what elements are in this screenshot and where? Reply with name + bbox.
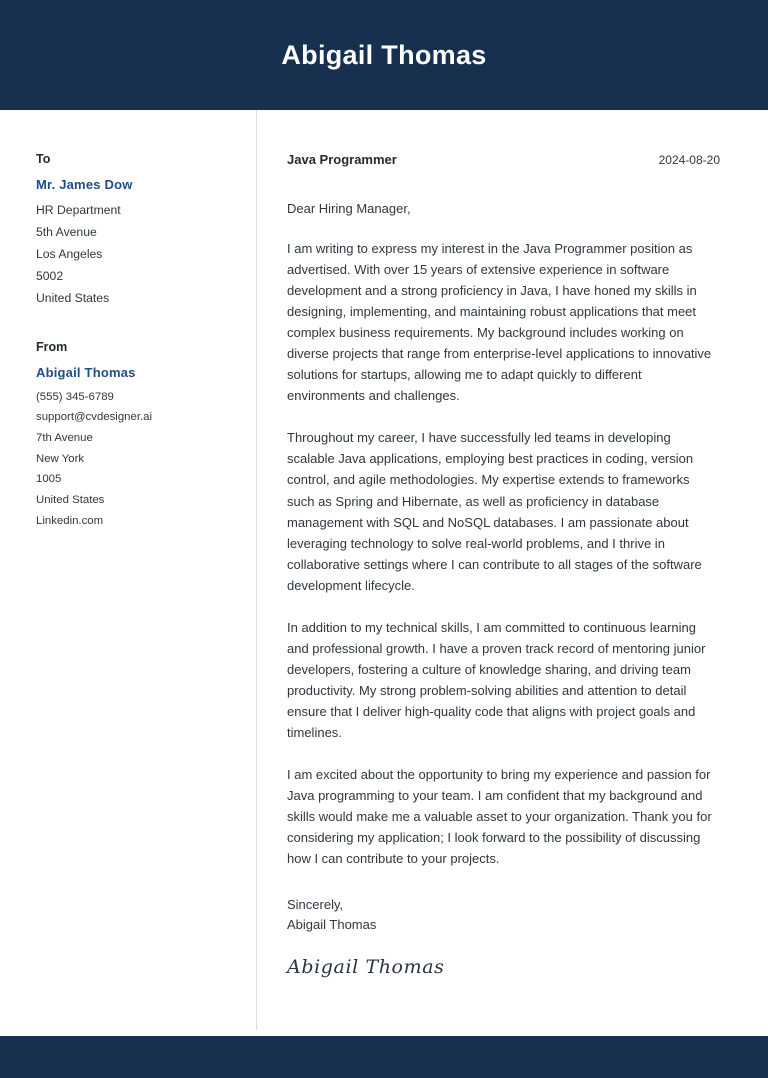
page-title: Abigail Thomas: [281, 39, 487, 70]
document-header: [0, 0, 768, 110]
letter-paragraph: I am excited about the opportunity to bring my experience and passion for Java programming to your team. I am confident that my background and skills would make me a valuable asset to your organization. Thank you for considering my application; I look forward to the possibility of discussing how I can contribute to your projects.: [287, 767, 712, 867]
closing-name: Abigail Thomas: [287, 917, 377, 933]
letter-paragraph: In addition to my technical skills, I am committed to continuous learning and professional growth. I have a proven track record of mentoring junior developers, fostering a culture of knowledge sharing, and driving team productivity. My strong problem-solving abilities and attention to detail ensure that I deliver high-quality code that aligns with project goals and timelines.: [287, 619, 706, 740]
recipient-line: Los Angeles: [36, 246, 103, 261]
sender-email[interactable]: support@cvdesigner.ai: [36, 411, 153, 424]
sender-name: Abigail Thomas: [36, 364, 136, 380]
to-label: To: [36, 152, 51, 166]
recipient-line: United States: [36, 290, 110, 305]
from-label: From: [36, 339, 68, 354]
sender-line: 7th Avenue: [36, 431, 93, 444]
sender-line: 1005: [36, 473, 62, 486]
document-footer: [0, 1036, 768, 1078]
letter-paragraph: I am writing to express my interest in the Java Programmer position as advertised. With over 15 years of extensive experience in software development and a strong proficiency in Java, I have honed my skills in designing, implementing, and maintaining robust applications that meet complex business requirements. My background includes working on diverse projects that range from enterprise-level applications to innovative solutions for startups, allowing me to adapt quickly to different environments and challenges.: [287, 241, 712, 404]
document-body: [0, 110, 768, 1030]
sender-phone: (555) 345-6789: [36, 390, 114, 403]
sidebar-divider-space: [36, 311, 230, 340]
closing-word: Sincerely,: [287, 897, 344, 913]
signature: Abigail Thomas: [287, 955, 445, 978]
recipient-line: HR Department: [36, 203, 121, 217]
sidebar: [0, 110, 257, 1030]
salutation: Dear Hiring Manager,: [287, 201, 411, 216]
letter-paragraph: Throughout my career, I have successfully led teams in developing scalable Java applications, employing best practices in coding, version control, and agile methodologies. My expertise extends to frameworks such as Spring and Hibernate, as well as proficiency in database management with SQL and NoSQL databases. I am passionate about leveraging technology to solve real-world problems, and I thrive in collaborative settings where I can contribute to all stages of the software development lifecycle.: [287, 430, 702, 593]
recipient-line: 5002: [36, 268, 64, 283]
letter-content: [257, 110, 768, 1030]
sender-line: New York: [36, 452, 85, 465]
letter-date: 2024-08-20: [658, 153, 720, 167]
recipient-name: Mr. James Dow: [36, 177, 133, 192]
recipient-line: 5th Avenue: [36, 224, 97, 239]
letter-header-row: [287, 152, 720, 167]
sender-linkedin[interactable]: Linkedin.com: [36, 514, 104, 527]
sender-line: United States: [36, 493, 105, 506]
job-title: Java Programmer: [287, 152, 397, 167]
